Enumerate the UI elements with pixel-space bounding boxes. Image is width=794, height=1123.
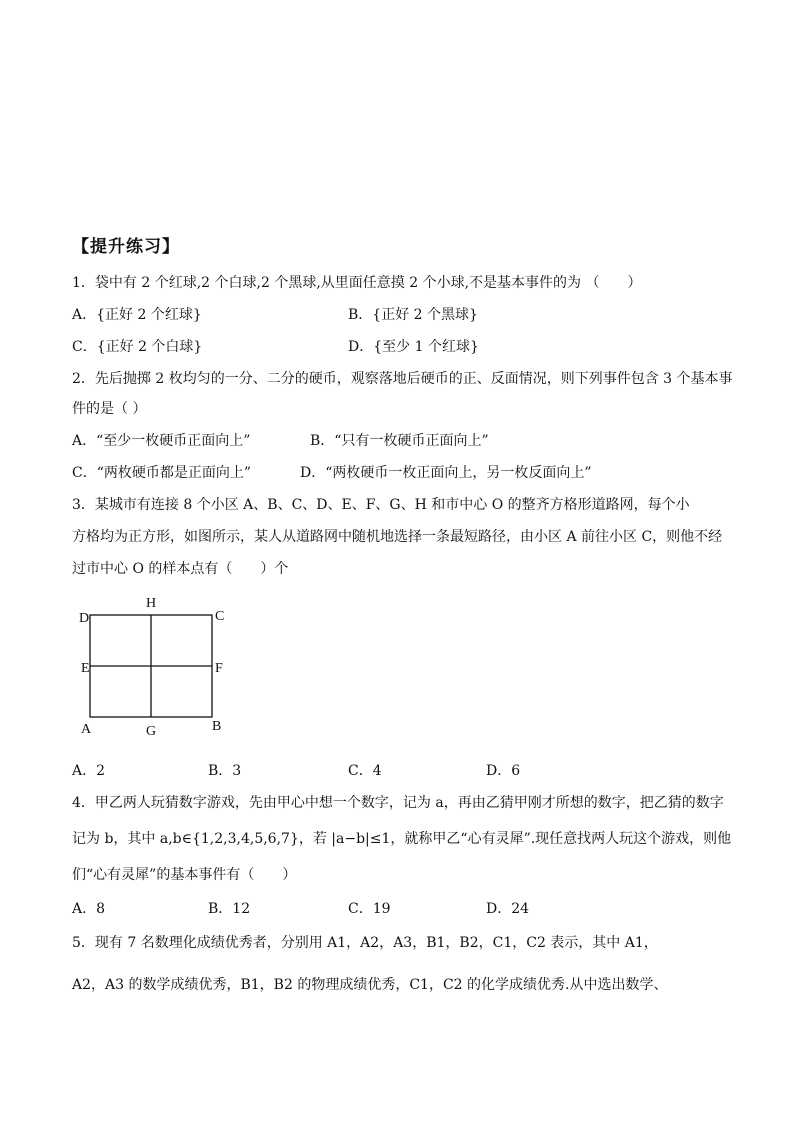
q3-option-b: B．3 <box>208 763 242 779</box>
label-e: E <box>81 661 90 676</box>
section-heading: 【提升练习】 <box>72 237 180 257</box>
q4-option-a: A．8 <box>72 901 106 917</box>
label-a: A <box>81 722 92 737</box>
q4-stem-line2: 记为 b，其中 a,b∈{1,2,3,4,5,6,7}，若 |a−b|≤1，就称甲乙“心有灵犀”.现任意找两人玩这个游戏，则他 <box>72 831 732 847</box>
q5-stem-line2: A2，A3 的数学成绩优秀，B1，B2 的物理成绩优秀，C1，C2 的化学成绩优秀.从中选出数学、 <box>72 977 668 993</box>
q4-option-b: B．12 <box>208 901 251 917</box>
q1-option-a: A．{正好 2 个红球} <box>72 307 202 323</box>
q2-stem-line1: 2．先后抛掷 2 枚均匀的一分、二分的硬币，观察落地后硬币的正、反面情况，则下列事件包含 3 个基本事 <box>72 371 733 387</box>
q1-stem: 1．袋中有 2 个红球,2 个白球,2 个黑球,从里面任意摸 2 个小球,不是基本事件的为 （ ） <box>72 275 642 291</box>
label-h: H <box>146 596 157 611</box>
q2-option-d: D．“两枚硬币一枚正面向上，另一枚反面向上” <box>300 465 592 481</box>
q4-option-c: C．19 <box>348 901 391 917</box>
q3-stem-line1: 3．某城市有连接 8 个小区 A、B、C、D、E、F、G、H 和市中心 O 的整齐方格形道路网，每个小 <box>72 497 690 513</box>
q4-stem-line1: 4．甲乙两人玩猜数字游戏，先由甲心中想一个数字，记为 a，再由乙猜甲刚才所想的数字，把乙猜的数字 <box>72 795 724 811</box>
label-b: B <box>212 719 222 734</box>
q2-stem-line2: 件的是（ ） <box>72 401 147 417</box>
label-d: D <box>79 611 90 626</box>
q1-option-c: C．{正好 2 个白球} <box>72 339 203 355</box>
q3-stem-line2: 方格均为正方形，如图所示，某人从道路网中随机地选择一条最短路径，由小区 A 前往小区 C，则他不经 <box>72 529 723 545</box>
label-c: C <box>215 609 225 624</box>
road-grid-figure <box>74 592 244 742</box>
q4-stem-line3: 们“心有灵犀”的基本事件有（ ） <box>72 867 297 883</box>
label-f: F <box>215 661 223 676</box>
q3-option-a: A．2 <box>72 763 106 779</box>
q2-option-a: A．“至少一枚硬币正面向上” <box>72 433 251 449</box>
q2-option-b: B．“只有一枚硬币正面向上” <box>310 433 489 449</box>
q5-stem-line1: 5．现有 7 名数理化成绩优秀者，分别用 A1，A2，A3，B1，B2，C1，C2 表示，其中 A1， <box>72 935 658 951</box>
q4-option-d: D．24 <box>486 901 530 917</box>
q3-stem-line3: 过市中心 O 的样本点有（ ）个 <box>72 561 289 577</box>
road-grid-diagram <box>74 592 244 742</box>
q1-option-b: B．{正好 2 个黑球} <box>348 307 478 323</box>
q2-option-c: C．“两枚硬币都是正面向上” <box>72 465 252 481</box>
label-g: G <box>146 724 157 739</box>
q3-option-d: D．6 <box>486 763 521 779</box>
q3-option-c: C．4 <box>348 763 382 779</box>
q1-option-d: D．{至少 1 个红球} <box>348 339 479 355</box>
